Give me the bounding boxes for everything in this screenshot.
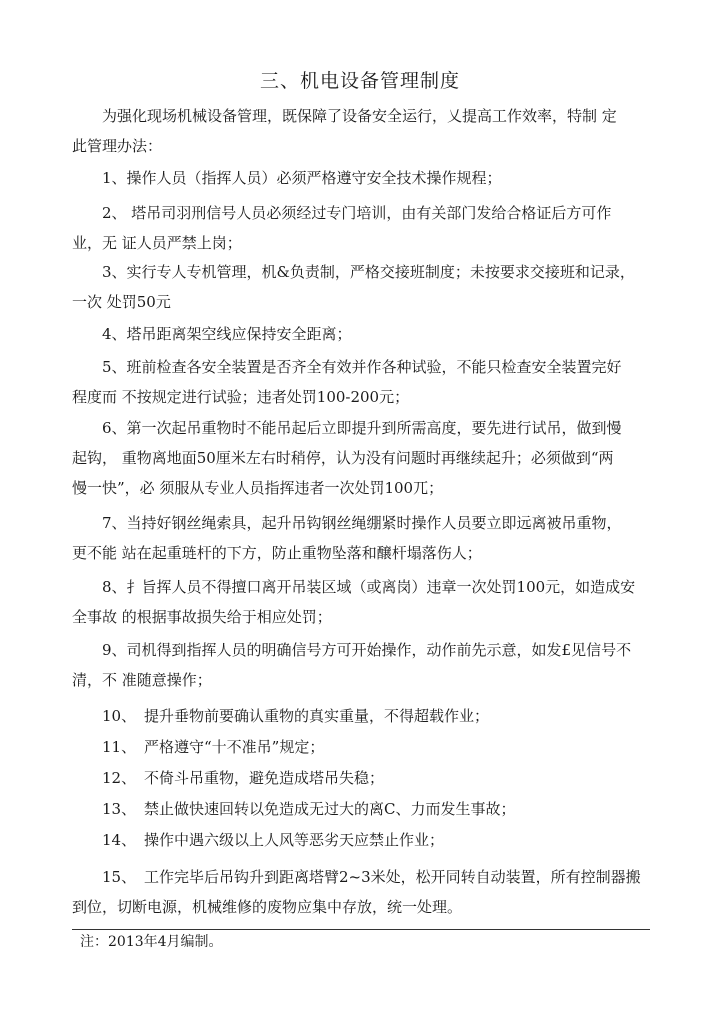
intro-line-1: 为强化现场机械设备管理，既保障了设备安全运行，乂提高工作效率，特制 定 — [102, 107, 617, 125]
rule-item-8-line-1: 8、扌旨挥人员不得擅口离开吊装区域（或离岗）违章一次处罚100元，如造成安 — [102, 578, 636, 596]
rule-item-9-line-1: 9、司机得到指挥人员的明确信号方可开始操作，动作前先示意，如发£见信号不 — [102, 641, 632, 659]
rule-item-11-number: 11、 — [102, 738, 137, 756]
footer-note: 注：2013年4月编制。 — [80, 934, 223, 950]
rule-item-6-line-1: 6、第一次起吊重物时不能吊起后立即提升到所需高度，要先进行试吊，做到慢 — [102, 419, 622, 437]
rule-item-7 — [72, 508, 648, 568]
rule-item-15-line-1-text: 工作完毕后吊钩升到距离塔臂2~3米处，松开同转自动装置，所有控制器搬 — [144, 868, 641, 886]
rule-item-4 — [72, 319, 648, 349]
rule-item-2-line-2: 业，无 证人员严禁上岗； — [72, 234, 242, 252]
rule-item-1-text: 1、操作人员（指挥人员）必须严格遵守安全技术操作规程； — [102, 169, 502, 187]
rule-item-15-line-1 — [72, 862, 648, 892]
rule-item-8 — [72, 572, 648, 632]
rule-item-14-number: 14、 — [102, 831, 137, 849]
rule-item-2-line-1: 2、 塔吊司羽刑信号人员必须经过专门培训，由有关部门发给合格证后方可作 — [102, 204, 612, 222]
footer-divider — [72, 929, 650, 930]
rule-item-2 — [72, 198, 648, 258]
rule-item-12-number: 12、 — [102, 769, 137, 787]
rule-item-5-line-1: 5、班前检查各安全装置是否齐全有效并作各种试验，不能只检查安全装置完好 — [102, 358, 622, 376]
rule-item-6-line-3: 慢一快”，必 须服从专业人员指挥违者一次处罚100兀； — [72, 479, 444, 497]
intro-paragraph — [72, 101, 648, 161]
rule-item-4-text: 4、塔吊距离架空线应保持安全距离； — [102, 325, 352, 343]
rule-item-15-number: 15、 — [102, 868, 137, 886]
page-title: 三、机电设备管理制度 — [259, 70, 460, 92]
rule-item-13-number: 13、 — [102, 800, 137, 818]
rule-item-14-text: 操作中遇六级以上人风等恶劣天应禁止作业； — [144, 831, 445, 849]
rule-item-3 — [72, 257, 648, 317]
rule-item-15-line-2: 到位，切断电源，机械维修的废物应集中存放，统一处理。 — [72, 898, 463, 916]
rule-item-6 — [72, 413, 648, 503]
rule-item-7-line-1: 7、当持好钢丝绳索具，起升吊钩钢丝绳绷紧时操作人员要立即远离被吊重物， — [102, 514, 622, 532]
rule-item-5-line-2: 程度而 不按规定进行试验；违者处罚100-200元； — [72, 388, 410, 406]
rule-item-14 — [102, 825, 648, 855]
rule-item-13 — [102, 794, 648, 824]
rule-item-10-number: 10、 — [102, 707, 137, 725]
rule-item-8-line-2: 全事故 的根据事故损失给于相应处罚； — [72, 608, 332, 626]
rule-item-13-text: 禁止做快速回转以免造成无过大的离C、力而发生事故； — [144, 800, 516, 818]
rule-item-6-line-2: 起钩， 重物离地面50厘米左右时稍停，认为没有问题时再继续起升；必须做到“两 — [72, 449, 614, 467]
rule-item-10 — [102, 701, 648, 731]
rule-item-9-line-2: 清，不 准随意操作； — [72, 671, 212, 689]
rule-item-3-line-1: 3、实行专人专机管理，机&负责制，严格交接班制度；未按要求交接班和记录， — [102, 263, 635, 281]
rule-item-5 — [72, 352, 648, 412]
rule-item-15 — [72, 862, 648, 922]
rule-item-7-line-2: 更不能 站在起重琏杆的下方，防止重物坠落和醸杆塌落伤人； — [72, 544, 482, 562]
rule-item-10-text: 提升垂物前要确认重物的真实重量，不得超载作业； — [144, 707, 490, 725]
rule-item-12-text: 不倚斗吊重物，避免造成塔吊失稳； — [144, 769, 385, 787]
intro-line-2: 此管理办法： — [72, 137, 163, 155]
rule-item-11 — [102, 732, 648, 762]
rule-item-1 — [72, 163, 648, 193]
rule-item-11-text: 严格遵守“十不准吊”规定； — [144, 738, 325, 756]
rule-item-9 — [72, 635, 648, 695]
rule-item-12 — [102, 763, 648, 793]
rule-item-3-line-2: 一次 处罚50元 — [72, 293, 171, 311]
